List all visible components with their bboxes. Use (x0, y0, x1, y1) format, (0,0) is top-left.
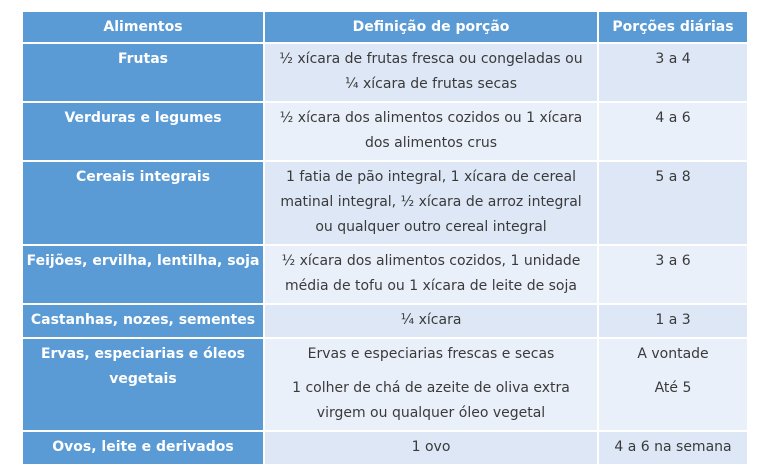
portion-cell: ½ xícara dos alimentos cozidos, 1 unidade média de tofu ou 1 xícara de leite de soja (264, 245, 598, 304)
nutrition-table-container (21, 10, 747, 455)
daily-text-secondary: Até 5 (654, 380, 692, 396)
food-cell: Verduras e legumes (22, 102, 264, 161)
table-row (22, 431, 748, 465)
food-cell: Ervas, especiarias e óleos vegetais (22, 338, 264, 431)
daily-text: A vontade (637, 346, 709, 362)
table-row (22, 43, 748, 102)
portion-cell: 1 fatia de pão integral, 1 xícara de cereal matinal integral, ½ xícara de arroz integral ou qualquer outro cereal integral (264, 161, 598, 245)
food-cell: Frutas (22, 43, 264, 102)
food-cell: Ovos, leite e derivados (22, 431, 264, 465)
portion-cell: 1 ovo (264, 431, 598, 465)
portion-cell: ½ xícara dos alimentos cozidos ou 1 xícara dos alimentos crus (264, 102, 598, 161)
table-row (22, 338, 748, 431)
header-food: Alimentos (22, 11, 264, 43)
daily-cell: 3 a 4 (598, 43, 748, 102)
portion-cell: ¼ xícara (264, 304, 598, 338)
portion-cell (264, 338, 598, 431)
food-cell: Cereais integrais (22, 161, 264, 245)
table-row (22, 161, 748, 245)
portion-text-secondary: 1 colher de chá de azeite de oliva extra virgem ou qualquer óleo vegetal (292, 380, 570, 421)
food-cell: Castanhas, nozes, sementes (22, 304, 264, 338)
table-header-row (22, 11, 748, 43)
food-cell: Feijões, ervilha, lentilha, soja (22, 245, 264, 304)
daily-cell: 4 a 6 na semana (598, 431, 748, 465)
nutrition-table (21, 10, 749, 466)
portion-text: Ervas e especiarias frescas e secas (307, 346, 555, 362)
header-daily: Porções diárias (598, 11, 748, 43)
daily-cell (598, 338, 748, 431)
daily-cell: 3 a 6 (598, 245, 748, 304)
table-row (22, 245, 748, 304)
table-row (22, 304, 748, 338)
table-row (22, 102, 748, 161)
portion-cell: ½ xícara de frutas fresca ou congeladas ou ¼ xícara de frutas secas (264, 43, 598, 102)
header-portion: Definição de porção (264, 11, 598, 43)
daily-cell: 4 a 6 (598, 102, 748, 161)
daily-cell: 1 a 3 (598, 304, 748, 338)
daily-cell: 5 a 8 (598, 161, 748, 245)
